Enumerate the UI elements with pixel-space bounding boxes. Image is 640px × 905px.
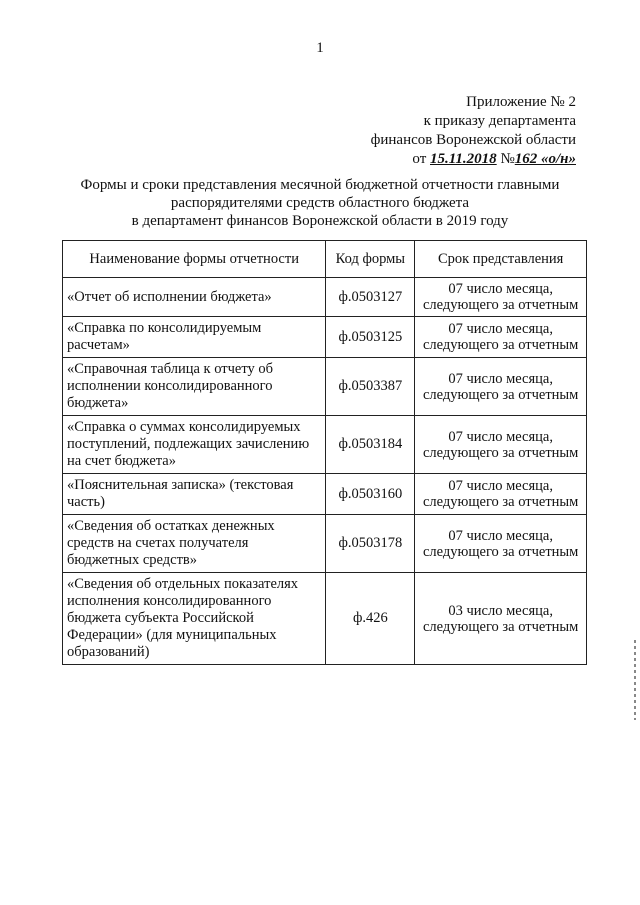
deadline-period: следующего за отчетным (422, 337, 579, 353)
table-header-row (63, 241, 587, 278)
deadline-cell (415, 573, 587, 665)
appendix-order-ref: к приказу департамента (423, 113, 576, 129)
order-date: 15.11.2018 (430, 151, 497, 167)
table-row (63, 515, 587, 573)
deadline-period: следующего за отчетным (422, 297, 579, 313)
order-number: 162 «о/н» (514, 151, 576, 167)
deadline-day: 07 число месяца, (448, 321, 553, 337)
appendix-department: финансов Воронежской области (370, 132, 576, 148)
header-deadline: Срок представления (415, 241, 587, 278)
form-name-cell: «Пояснительная записка» (текстовая часть) (63, 474, 326, 515)
table-row (63, 416, 587, 474)
form-code-cell: ф.0503160 (326, 474, 415, 515)
appendix-title: Приложение № 2 (466, 94, 576, 110)
document-title-line: в департамент финансов Воронежской области в 2019 году (131, 213, 509, 229)
deadline-cell (415, 317, 587, 358)
number-prefix: № (500, 151, 515, 167)
table-row (63, 358, 587, 416)
header-form-name: Наименование формы отчетности (63, 241, 326, 278)
form-code-cell: ф.0503184 (326, 416, 415, 474)
form-code-cell: ф.0503387 (326, 358, 415, 416)
report-forms-table (62, 240, 587, 665)
document-title (0, 176, 640, 230)
deadline-day: 07 число месяца, (448, 527, 553, 544)
form-code-cell: ф.0503178 (326, 515, 415, 573)
scan-edge-mark (634, 640, 636, 720)
deadline-day: 07 число месяца, (448, 478, 553, 494)
form-code-cell: ф.0503125 (326, 317, 415, 358)
form-name-cell: «Справка о суммах консолидируемых поступлений, подлежащих зачислению на счет бюджета» (63, 416, 326, 474)
deadline-day: 03 число месяца, (448, 602, 553, 619)
deadline-period: следующего за отчетным (422, 618, 579, 635)
deadline-day: 07 число месяца, (448, 428, 553, 445)
deadline-period: следующего за отчетным (422, 494, 579, 510)
deadline-period: следующего за отчетным (422, 543, 579, 560)
form-name-cell: «Сведения об остатках денежных средств на счетах получателя бюджетных средств» (63, 515, 326, 573)
date-prefix: от (412, 151, 427, 167)
deadline-cell (415, 416, 587, 474)
form-name-cell: «Сведения об отдельных показателях исполнения консолидированного бюджета субъекта Российской Федерации» (для муниципальных образований) (63, 573, 326, 665)
deadline-period: следующего за отчетным (422, 444, 579, 461)
deadline-cell (415, 515, 587, 573)
document-title-line: распорядителями средств областного бюджета (170, 195, 470, 211)
deadline-cell (415, 474, 587, 515)
deadline-period: следующего за отчетным (422, 386, 579, 403)
page-number: 1 (316, 40, 324, 56)
deadline-cell (415, 278, 587, 317)
deadline-day: 07 число месяца, (448, 370, 553, 387)
form-code-cell: ф.0503127 (326, 278, 415, 317)
form-name-cell: «Отчет об исполнении бюджета» (63, 278, 326, 317)
deadline-cell (415, 358, 587, 416)
table-row (63, 573, 587, 665)
appendix-block (371, 93, 576, 169)
document-title-line: Формы и сроки представления месячной бюджетной отчетности главными (80, 177, 560, 193)
table-row (63, 278, 587, 317)
header-form-code: Код формы (326, 241, 415, 278)
appendix-date-line (371, 150, 576, 169)
form-name-cell: «Справочная таблица к отчету об исполнении консолидированного бюджета» (63, 358, 326, 416)
deadline-day: 07 число месяца, (448, 281, 553, 297)
table-row (63, 474, 587, 515)
form-name-cell: «Справка по консолидируемым расчетам» (63, 317, 326, 358)
form-code-cell: ф.426 (326, 573, 415, 665)
table-row (63, 317, 587, 358)
